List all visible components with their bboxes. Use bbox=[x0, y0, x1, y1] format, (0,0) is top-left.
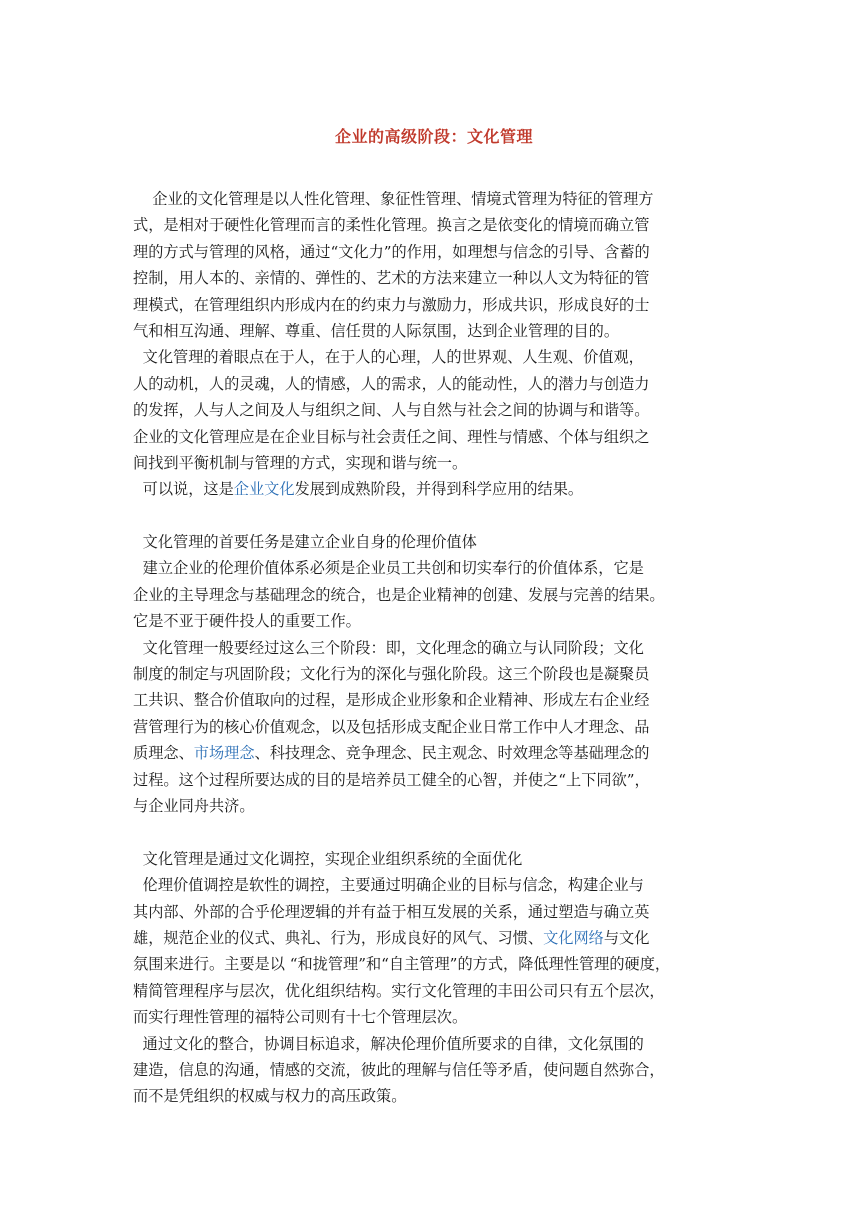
text-line: 精简管理程序与层次，优化组织结构。实行文化管理的丰田公司只有五个层次， bbox=[133, 981, 665, 1000]
text-line: 控制，用人本的、亲情的、弹性的、艺术的方法来建立一种以人文为特征的管 bbox=[133, 269, 650, 288]
text-line bbox=[133, 740, 755, 766]
text-line: 企业的文化管理应是在企业目标与社会责任之间、理性与情感、个体与组织之 bbox=[133, 427, 650, 446]
text-line bbox=[133, 925, 755, 951]
text-line: 而不是凭组织的权威与权力的高压政策。 bbox=[133, 1087, 407, 1106]
text-line: 气和相互沟通、理解、尊重、信任贯的人际氛围，达到企业管理的目的。 bbox=[133, 321, 619, 340]
text-line: 文化管理的着眼点在于人，在于人的心理，人的世界观、人生观、价值观， bbox=[133, 348, 644, 367]
text-line: 理模式，在管理组织内形成内在的约束力与激励力，形成共识，形成良好的士 bbox=[133, 295, 650, 314]
text-line: 人的动机，人的灵魂，人的情感，人的需求，人的能动性，人的潜力与创造力 bbox=[133, 374, 650, 393]
text-line: 制度的制定与巩固阶段；文化行为的深化与强化阶段。这三个阶段也是凝聚员 bbox=[133, 665, 650, 684]
blank-line bbox=[133, 819, 755, 845]
text-line: 通过文化的整合，协调目标追求，解决伦理价值所要求的自律，文化氛围的 bbox=[133, 1034, 644, 1053]
blank-line bbox=[133, 503, 755, 529]
text-line: 过程。这个过程所要达成的目的是培养员工健全的心智，并使之“上下同欲”， bbox=[133, 770, 650, 789]
text-line: 工共识、整合价值取向的过程，是形成企业形象和企业精神、形成左右企业经 bbox=[133, 691, 650, 710]
text-line: 它是不亚于硬件投人的重要工作。 bbox=[133, 612, 361, 631]
text-line: 文化管理的首要任务是建立企业自身的伦理价值体 bbox=[133, 533, 477, 552]
line-text-before: 可以说，这是 bbox=[133, 480, 234, 499]
text-line: 式，是相对于硬性化管理而言的柔性化管理。换言之是依变化的情境而确立管 bbox=[133, 216, 650, 235]
document-title: 企业的高级阶段：文化管理 bbox=[334, 127, 533, 146]
text-line: 伦理价值调控是软性的调控，主要通过明确企业的目标与信念，构建企业与 bbox=[133, 876, 644, 895]
text-line: 企业的主导理念与基础理念的统合，也是企业精神的创建、发展与完善的结果。 bbox=[133, 585, 665, 604]
text-line bbox=[133, 476, 755, 502]
document-body bbox=[133, 186, 755, 1110]
text-line: 文化管理一般要经过这么三个阶段：即，文化理念的确立与认同阶段；文化 bbox=[133, 638, 644, 657]
line-text-before: 质理念、 bbox=[133, 744, 194, 763]
text-line: 的发挥，人与人之间及人与组织之间、人与自然与社会之间的协调与和谐等。 bbox=[133, 401, 650, 420]
text-line: 理的方式与管理的风格，通过“文化力”的作用，如理想与信念的引导、含蓄的 bbox=[133, 242, 650, 261]
line-text-before: 雄，规范企业的仪式、典礼、行为，形成良好的风气、习惯、 bbox=[133, 928, 544, 947]
text-line: 文化管理是通过文化调控，实现企业组织系统的全面优化 bbox=[133, 849, 523, 868]
text-line: 企业的文化管理是以人性化管理、象征性管理、情境式管理为特征的管理方 bbox=[133, 190, 654, 208]
text-line: 氛围来进行。主要是以 “和拢管理”和“自主管理”的方式，降低理性管理的硬度， bbox=[133, 955, 671, 974]
inline-link[interactable]: 市场理念 bbox=[193, 744, 255, 763]
text-line: 其内部、外部的合乎伦理逻辑的并有益于相互发展的关系，通过塑造与确立英 bbox=[133, 902, 650, 921]
text-line: 建造，信息的沟通，情感的交流，彼此的理解与信任等矛盾，使问题自然弥合， bbox=[133, 1060, 665, 1079]
text-line: 而实行理性管理的福特公司则有十七个管理层次。 bbox=[133, 1008, 468, 1027]
text-line: 营管理行为的核心价值观念，以及包括形成支配企业日常工作中人才理念、品 bbox=[133, 717, 650, 736]
line-text-after: 、科技理念、竞争理念、民主观念、时效理念等基础理念的 bbox=[254, 744, 650, 763]
line-text-after: 发展到成熟阶段，并得到科学应用的结果。 bbox=[294, 480, 584, 499]
line-text-after: 与文化 bbox=[603, 928, 650, 947]
text-line: 建立企业的伦理价值体系必须是企业员工共创和切实奉行的价值体系，它是 bbox=[133, 559, 644, 578]
text-line: 与企业同舟共济。 bbox=[133, 796, 255, 815]
text-line: 间找到平衡机制与管理的方式，实现和谐与统一。 bbox=[133, 453, 468, 472]
inline-link[interactable]: 文化网络 bbox=[543, 928, 604, 947]
inline-link[interactable]: 企业文化 bbox=[233, 480, 295, 499]
